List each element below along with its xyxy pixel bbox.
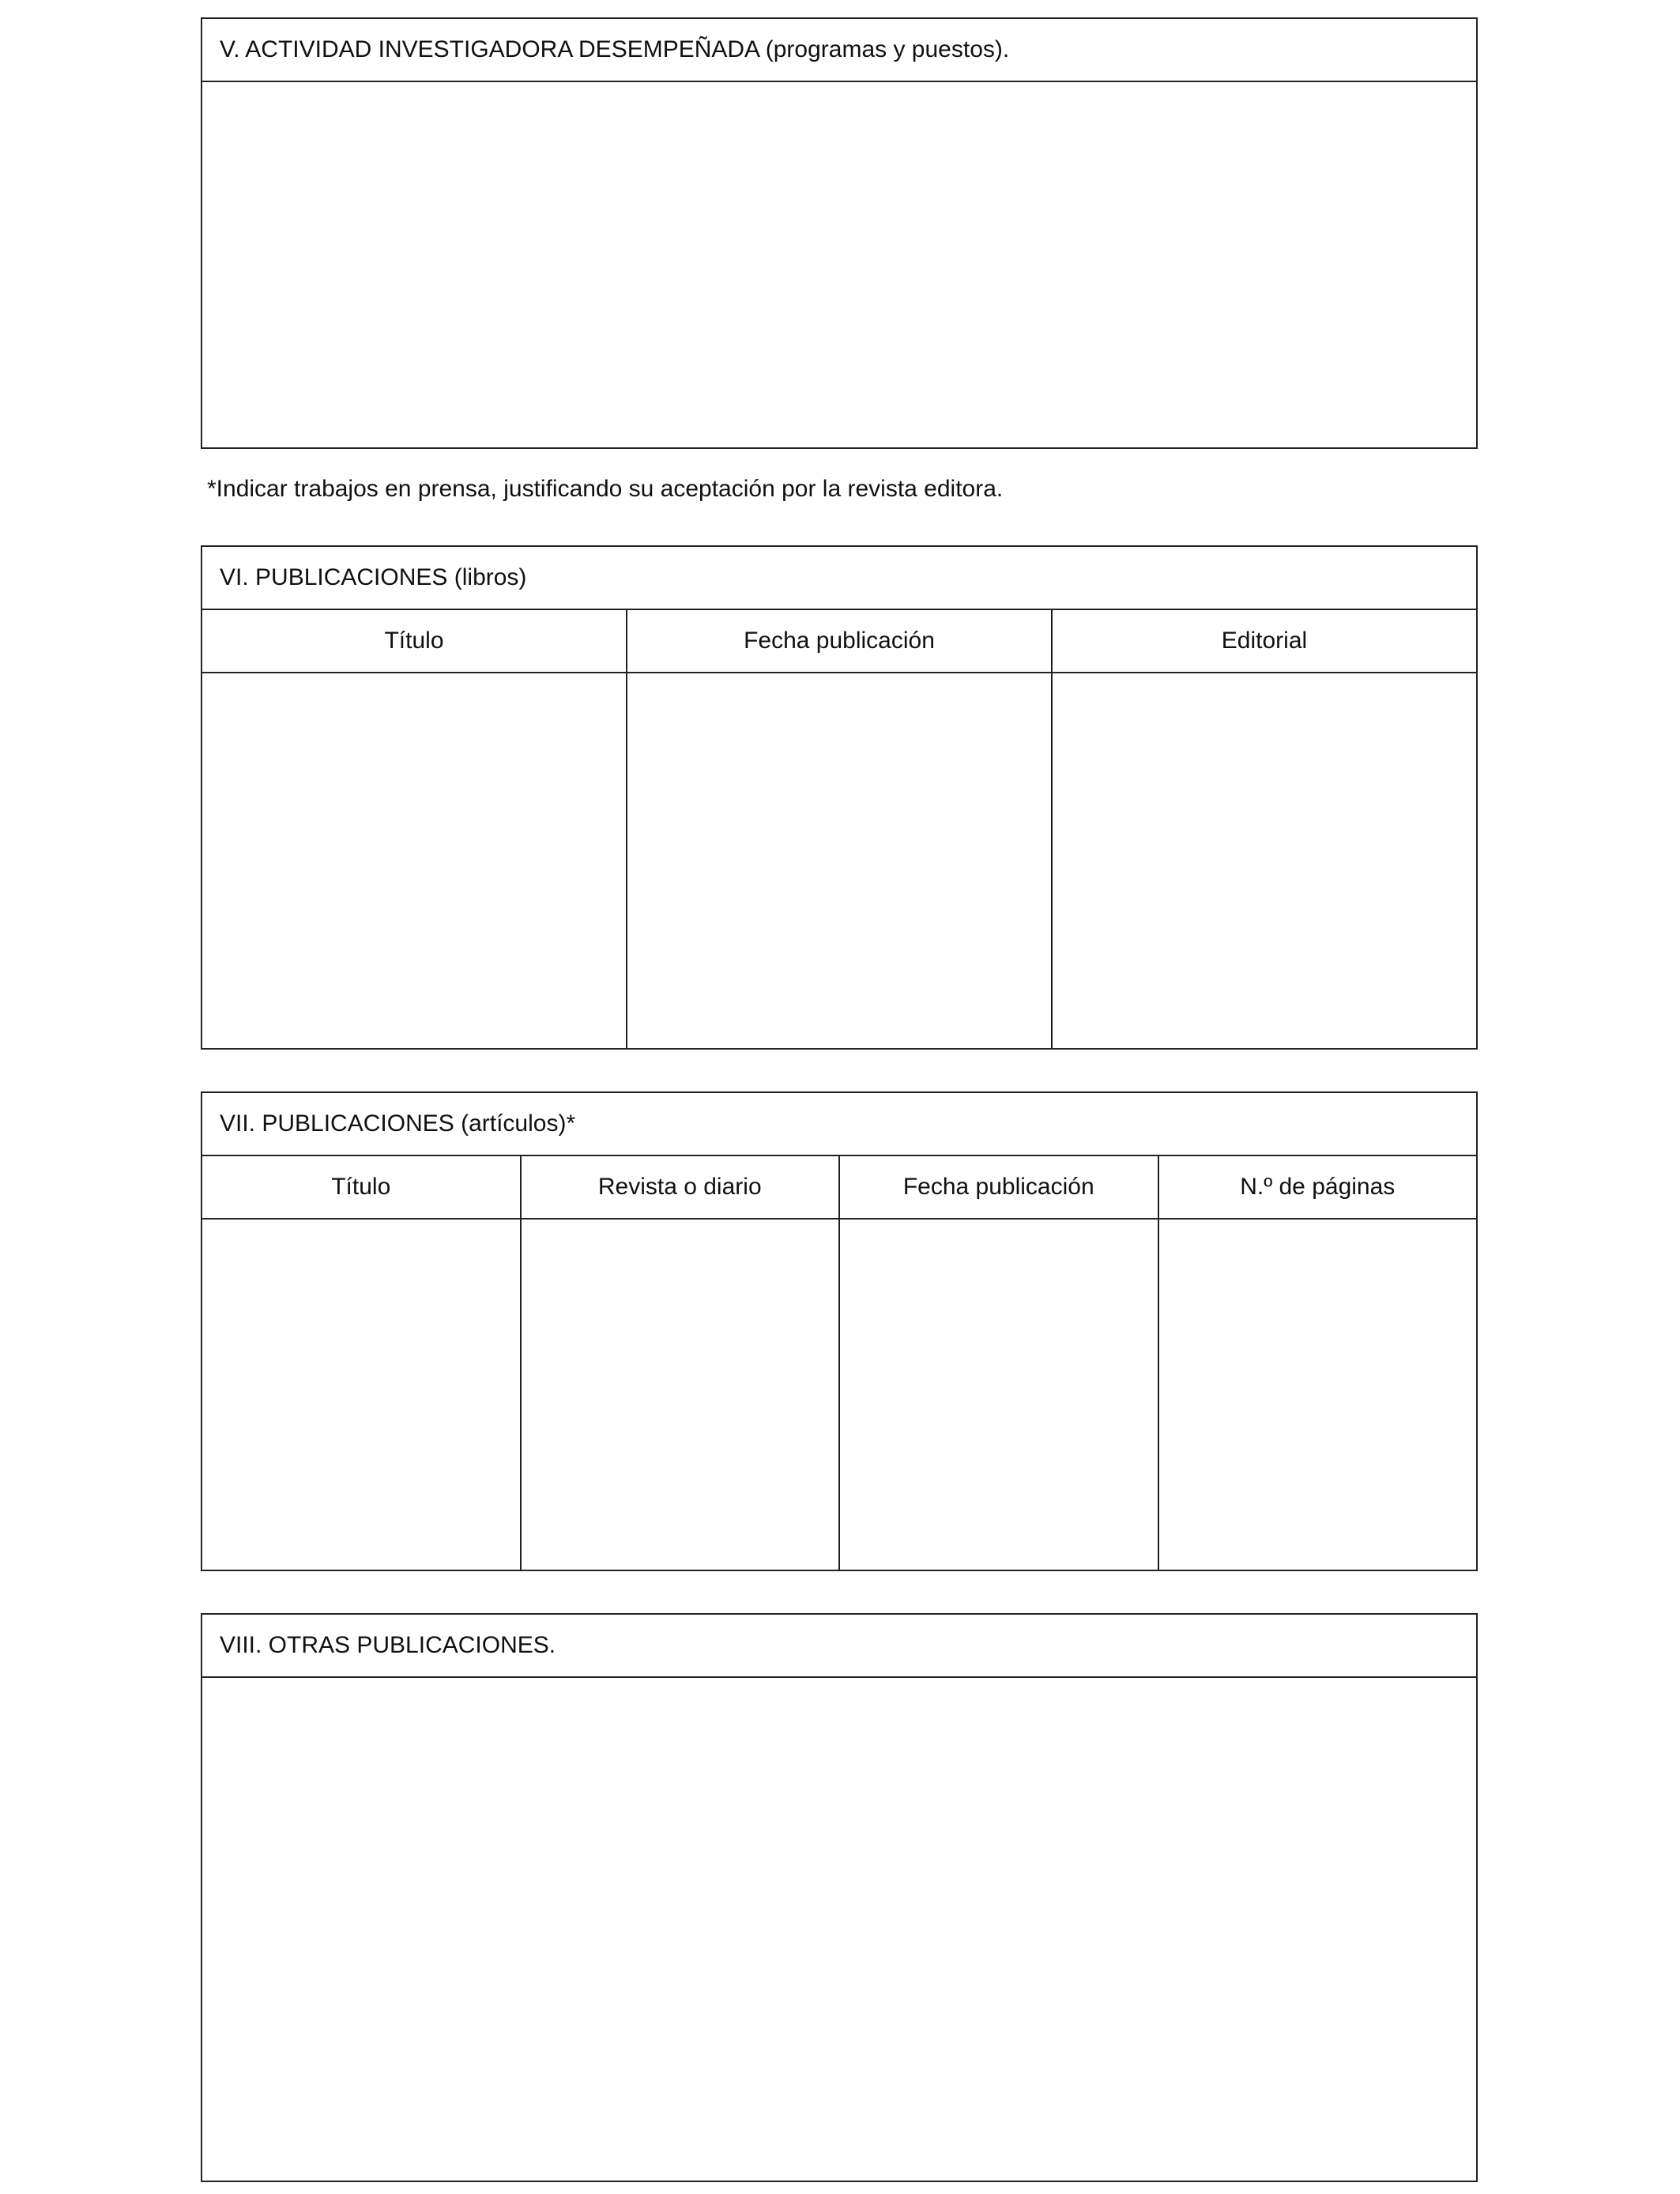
section-vi-cell-titulo[interactable] [202,673,626,1048]
section-viii-content-area[interactable] [202,1678,1476,2181]
section-vii-column-fecha [840,1156,1159,1570]
section-v-title: V. ACTIVIDAD INVESTIGADORA DESEMPEÑADA (programas y puestos). [202,19,1476,82]
section-vii-title: VII. PUBLICACIONES (artículos)* [202,1093,1476,1156]
section-vi-box [201,545,1478,1050]
section-vi-header-fecha: Fecha publicación [627,610,1051,673]
section-vii-column-titulo [202,1156,522,1570]
section-vii-cell-revista[interactable] [522,1220,839,1570]
section-vi-header-titulo: Título [202,610,626,673]
section-vii-header-titulo: Título [202,1156,520,1220]
section-viii-title: VIII. OTRAS PUBLICACIONES. [202,1615,1476,1678]
section-vii-cell-fecha[interactable] [840,1220,1158,1570]
section-v-box [201,17,1478,449]
section-vii-header-fecha: Fecha publicación [840,1156,1158,1220]
section-vi-header-editorial: Editorial [1053,610,1476,673]
section-vi-column-titulo [202,610,627,1048]
section-vii-box [201,1091,1478,1571]
press-note: *Indicar trabajos en prensa, justificando su aceptación por la revista editora. [207,476,1004,502]
section-viii-box [201,1613,1478,2182]
section-vii-column-paginas [1159,1156,1477,1570]
section-vi-title: VI. PUBLICACIONES (libros) [202,547,1476,610]
section-vi-table [202,610,1476,1048]
section-vi-column-fecha [627,610,1053,1048]
section-vii-header-revista: Revista o diario [522,1156,839,1220]
section-v-content-area[interactable] [202,82,1476,447]
section-vi-cell-editorial[interactable] [1053,673,1476,1048]
section-vii-column-revista [522,1156,841,1570]
section-vii-cell-titulo[interactable] [202,1220,520,1570]
section-vii-cell-paginas[interactable] [1159,1220,1477,1570]
section-vii-header-paginas: N.º de páginas [1159,1156,1477,1220]
section-vi-column-editorial [1053,610,1476,1048]
section-vii-table [202,1156,1476,1570]
section-vi-cell-fecha[interactable] [627,673,1051,1048]
